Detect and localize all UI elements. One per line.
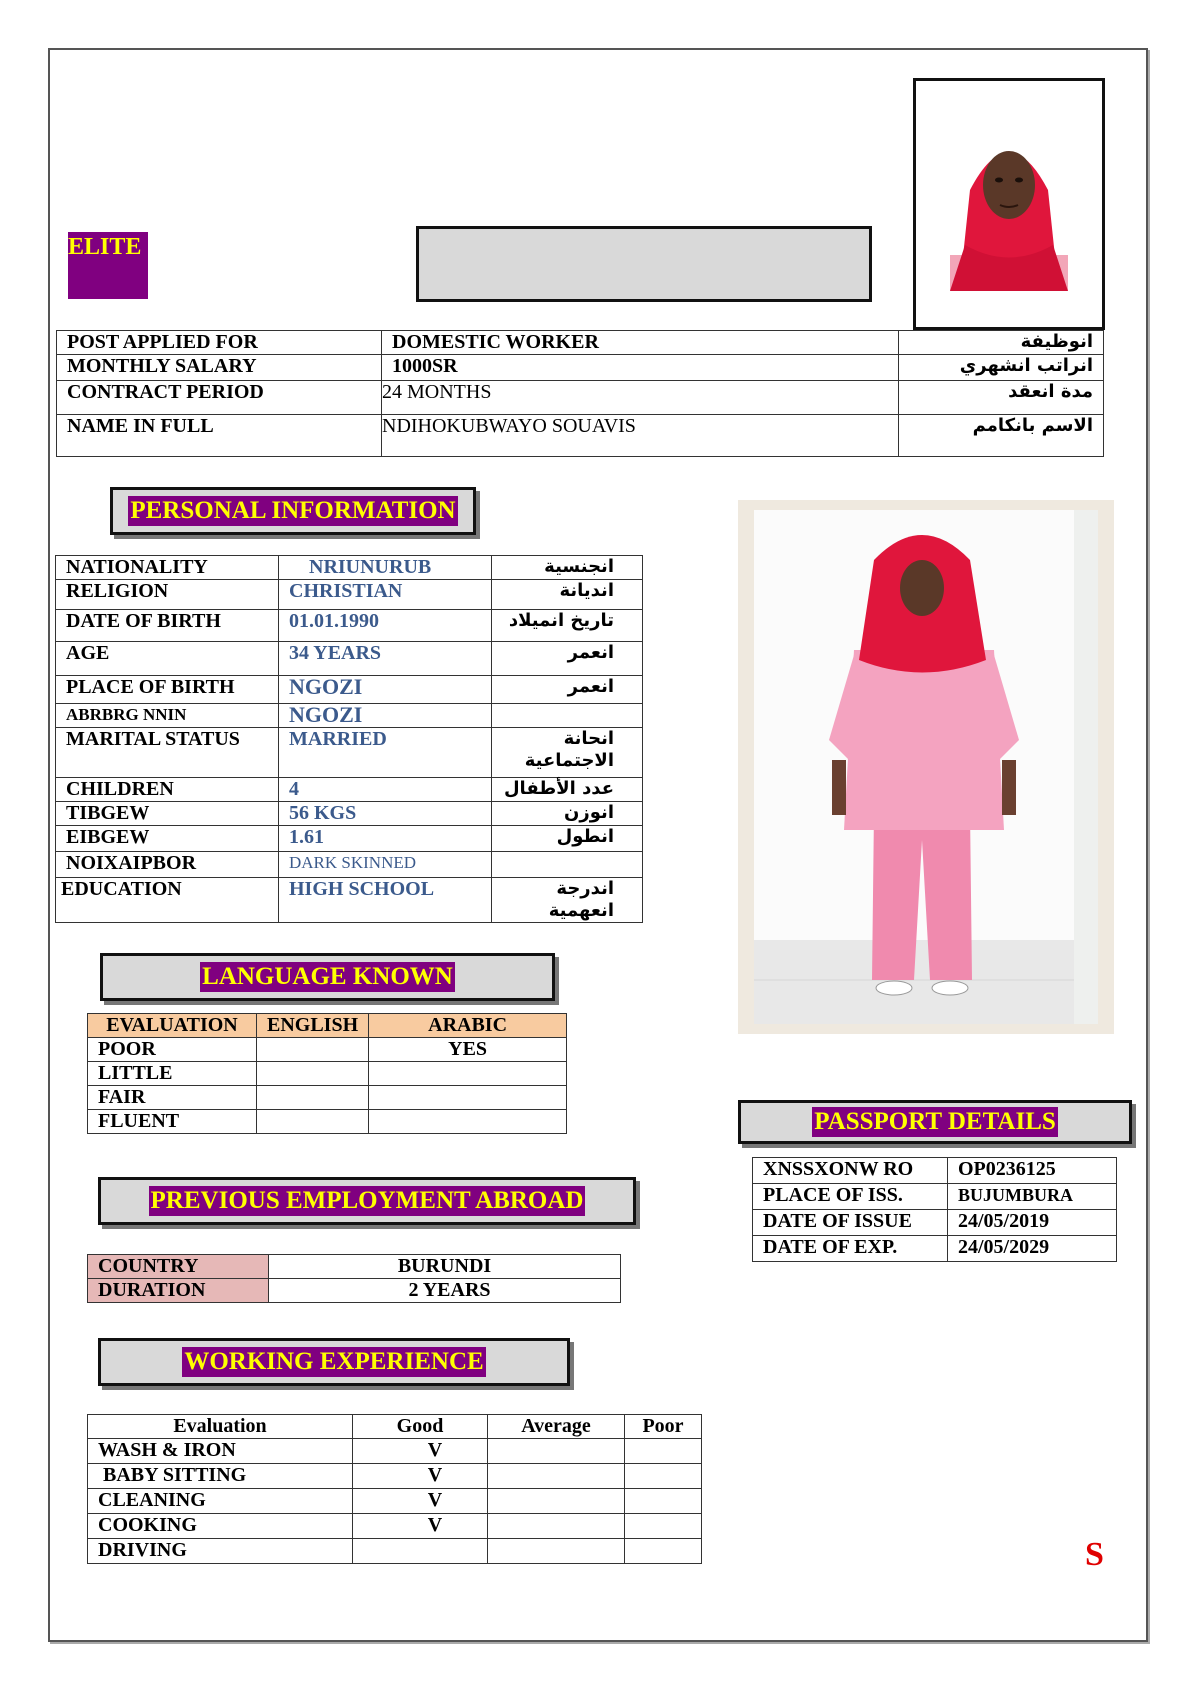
passport-row	[753, 1158, 1117, 1184]
personal-value: 1.61	[279, 826, 492, 852]
experience-average	[488, 1514, 625, 1539]
language-header-cell: ENGLISH	[257, 1014, 369, 1038]
previous-employment-value: 2 YEARS	[269, 1279, 621, 1303]
personal-value: 34 YEARS	[279, 642, 492, 676]
language-english	[257, 1038, 369, 1062]
top-info-table	[56, 330, 1104, 457]
personal-row	[56, 826, 643, 852]
top-info-row	[57, 355, 1104, 381]
previous-employment-label: COUNTRY	[88, 1255, 269, 1279]
personal-row	[56, 704, 643, 728]
personal-label: CHILDREN	[56, 778, 279, 802]
personal-value: 4	[279, 778, 492, 802]
language-english	[257, 1086, 369, 1110]
experience-row	[88, 1514, 702, 1539]
personal-arabic: انجنسية	[492, 556, 643, 580]
personal-arabic: انعمر	[492, 676, 643, 704]
previous-employment-label: DURATION	[88, 1279, 269, 1303]
top-info-value: 24 MONTHS	[382, 381, 899, 415]
top-info-row	[57, 415, 1104, 457]
top-info-label: NAME IN FULL	[57, 415, 382, 457]
experience-good	[353, 1539, 488, 1564]
language-row	[88, 1110, 567, 1134]
experience-row	[88, 1539, 702, 1564]
top-info-arabic: الاسم بانكامم	[899, 415, 1104, 457]
experience-good: V	[353, 1464, 488, 1489]
experience-poor	[625, 1439, 702, 1464]
headshot-photo-frame	[913, 78, 1105, 330]
personal-arabic: انعمر	[492, 642, 643, 676]
previous-employment-row	[88, 1255, 621, 1279]
experience-header-cell: Poor	[625, 1415, 702, 1439]
personal-info-heading: PERSONAL INFORMATION	[110, 487, 476, 535]
experience-average	[488, 1439, 625, 1464]
language-level: LITTLE	[88, 1062, 257, 1086]
language-header-row	[88, 1014, 567, 1038]
headshot-photo	[930, 95, 1088, 291]
personal-label: EDUCATION	[56, 878, 279, 923]
top-info-arabic: مدة انعقد	[899, 381, 1104, 415]
language-arabic	[369, 1086, 567, 1110]
personal-arabic: انطول	[492, 826, 643, 852]
working-experience-heading: WORKING EXPERIENCE	[98, 1338, 570, 1386]
experience-good: V	[353, 1514, 488, 1539]
language-arabic	[369, 1062, 567, 1086]
corner-mark: S	[1085, 1536, 1104, 1573]
passport-table	[752, 1157, 1117, 1262]
top-info-value: 1000SR	[382, 355, 899, 381]
full-body-photo-frame	[738, 500, 1114, 1034]
experience-poor	[625, 1539, 702, 1564]
personal-label: TIBGEW	[56, 802, 279, 826]
passport-label: DATE OF ISSUE	[753, 1210, 948, 1236]
top-info-label: POST APPLIED FOR	[57, 331, 382, 355]
personal-label: EIBGEW	[56, 826, 279, 852]
previous-employment-row	[88, 1279, 621, 1303]
experience-header-cell: Evaluation	[88, 1415, 353, 1439]
top-info-arabic: انراتب انشهري	[899, 355, 1104, 381]
passport-label: DATE OF EXP.	[753, 1236, 948, 1262]
top-info-label: MONTHLY SALARY	[57, 355, 382, 381]
language-arabic	[369, 1110, 567, 1134]
agency-logo: ELITE	[68, 232, 148, 299]
experience-header-cell: Average	[488, 1415, 625, 1439]
language-row	[88, 1062, 567, 1086]
personal-value: NGOZI	[279, 676, 492, 704]
language-row	[88, 1038, 567, 1062]
top-info-arabic: انوظيفة	[899, 331, 1104, 355]
personal-row	[56, 556, 643, 580]
experience-average	[488, 1489, 625, 1514]
personal-row	[56, 728, 643, 778]
personal-row	[56, 580, 643, 610]
full-body-photo	[754, 510, 1098, 1024]
personal-row	[56, 642, 643, 676]
personal-arabic: انديانة	[492, 580, 643, 610]
language-level: POOR	[88, 1038, 257, 1062]
language-arabic: YES	[369, 1038, 567, 1062]
personal-row	[56, 802, 643, 826]
language-english	[257, 1110, 369, 1134]
previous-employment-value: BURUNDI	[269, 1255, 621, 1279]
header-blank-box	[416, 226, 872, 302]
personal-arabic: انحانة الاجتماعية	[492, 728, 643, 778]
language-table	[87, 1013, 567, 1134]
language-header-cell: ARABIC	[369, 1014, 567, 1038]
experience-good: V	[353, 1489, 488, 1514]
top-info-value: NDIHOKUBWAYO SOUAVIS	[382, 415, 899, 457]
top-info-row	[57, 381, 1104, 415]
personal-label: NOIXAIPBOR	[56, 852, 279, 878]
personal-value: CHRISTIAN	[279, 580, 492, 610]
working-experience-table	[87, 1414, 702, 1564]
personal-value: HIGH SCHOOL	[279, 878, 492, 923]
experience-good: V	[353, 1439, 488, 1464]
passport-value: OP0236125	[948, 1158, 1117, 1184]
personal-label: DATE OF BIRTH	[56, 610, 279, 642]
experience-skill: COOKING	[88, 1514, 353, 1539]
experience-poor	[625, 1514, 702, 1539]
personal-value: 01.01.1990	[279, 610, 492, 642]
experience-header-cell: Good	[353, 1415, 488, 1439]
personal-label: NATIONALITY	[56, 556, 279, 580]
personal-label: MARITAL STATUS	[56, 728, 279, 778]
personal-info-table	[55, 555, 643, 923]
personal-label: RELIGION	[56, 580, 279, 610]
personal-arabic: تاريخ انميلاد	[492, 610, 643, 642]
personal-arabic: عدد الأطفال	[492, 778, 643, 802]
top-info-label: CONTRACT PERIOD	[57, 381, 382, 415]
previous-employment-heading: PREVIOUS EMPLOYMENT ABROAD	[98, 1177, 636, 1225]
personal-value: NGOZI	[279, 704, 492, 728]
personal-label: PLACE OF BIRTH	[56, 676, 279, 704]
passport-heading: PASSPORT DETAILS	[738, 1100, 1132, 1144]
personal-arabic: انوزن	[492, 802, 643, 826]
personal-value: 56 KGS	[279, 802, 492, 826]
personal-row	[56, 878, 643, 923]
experience-poor	[625, 1489, 702, 1514]
personal-row	[56, 778, 643, 802]
language-row	[88, 1086, 567, 1110]
personal-row	[56, 676, 643, 704]
experience-poor	[625, 1464, 702, 1489]
personal-label: AGE	[56, 642, 279, 676]
experience-average	[488, 1539, 625, 1564]
personal-arabic	[492, 704, 643, 728]
passport-row	[753, 1210, 1117, 1236]
language-level: FAIR	[88, 1086, 257, 1110]
experience-skill: CLEANING	[88, 1489, 353, 1514]
experience-skill: BABY SITTING	[88, 1464, 353, 1489]
personal-arabic	[492, 852, 643, 878]
personal-arabic: اندرجة انعهمية	[492, 878, 643, 923]
experience-row	[88, 1464, 702, 1489]
language-heading: LANGUAGE KNOWN	[100, 953, 555, 1001]
personal-value: NRIUNURUB	[279, 556, 492, 580]
personal-row	[56, 610, 643, 642]
top-info-value: DOMESTIC WORKER	[382, 331, 899, 355]
personal-value: MARRIED	[279, 728, 492, 778]
experience-skill: WASH & IRON	[88, 1439, 353, 1464]
personal-label: ABRBRG NNIN	[56, 704, 279, 728]
experience-row	[88, 1439, 702, 1464]
passport-value: 24/05/2029	[948, 1236, 1117, 1262]
passport-label: PLACE OF ISS.	[753, 1184, 948, 1210]
personal-value: DARK SKINNED	[279, 852, 492, 878]
passport-value: BUJUMBURA	[948, 1184, 1117, 1210]
passport-label: XNSSXONW RO	[753, 1158, 948, 1184]
experience-header-row	[88, 1415, 702, 1439]
passport-row	[753, 1184, 1117, 1210]
previous-employment-table	[87, 1254, 621, 1303]
experience-average	[488, 1464, 625, 1489]
personal-row	[56, 852, 643, 878]
experience-row	[88, 1489, 702, 1514]
passport-value: 24/05/2019	[948, 1210, 1117, 1236]
language-header-cell: EVALUATION	[88, 1014, 257, 1038]
language-level: FLUENT	[88, 1110, 257, 1134]
language-english	[257, 1062, 369, 1086]
passport-row	[753, 1236, 1117, 1262]
top-info-row	[57, 331, 1104, 355]
experience-skill: DRIVING	[88, 1539, 353, 1564]
